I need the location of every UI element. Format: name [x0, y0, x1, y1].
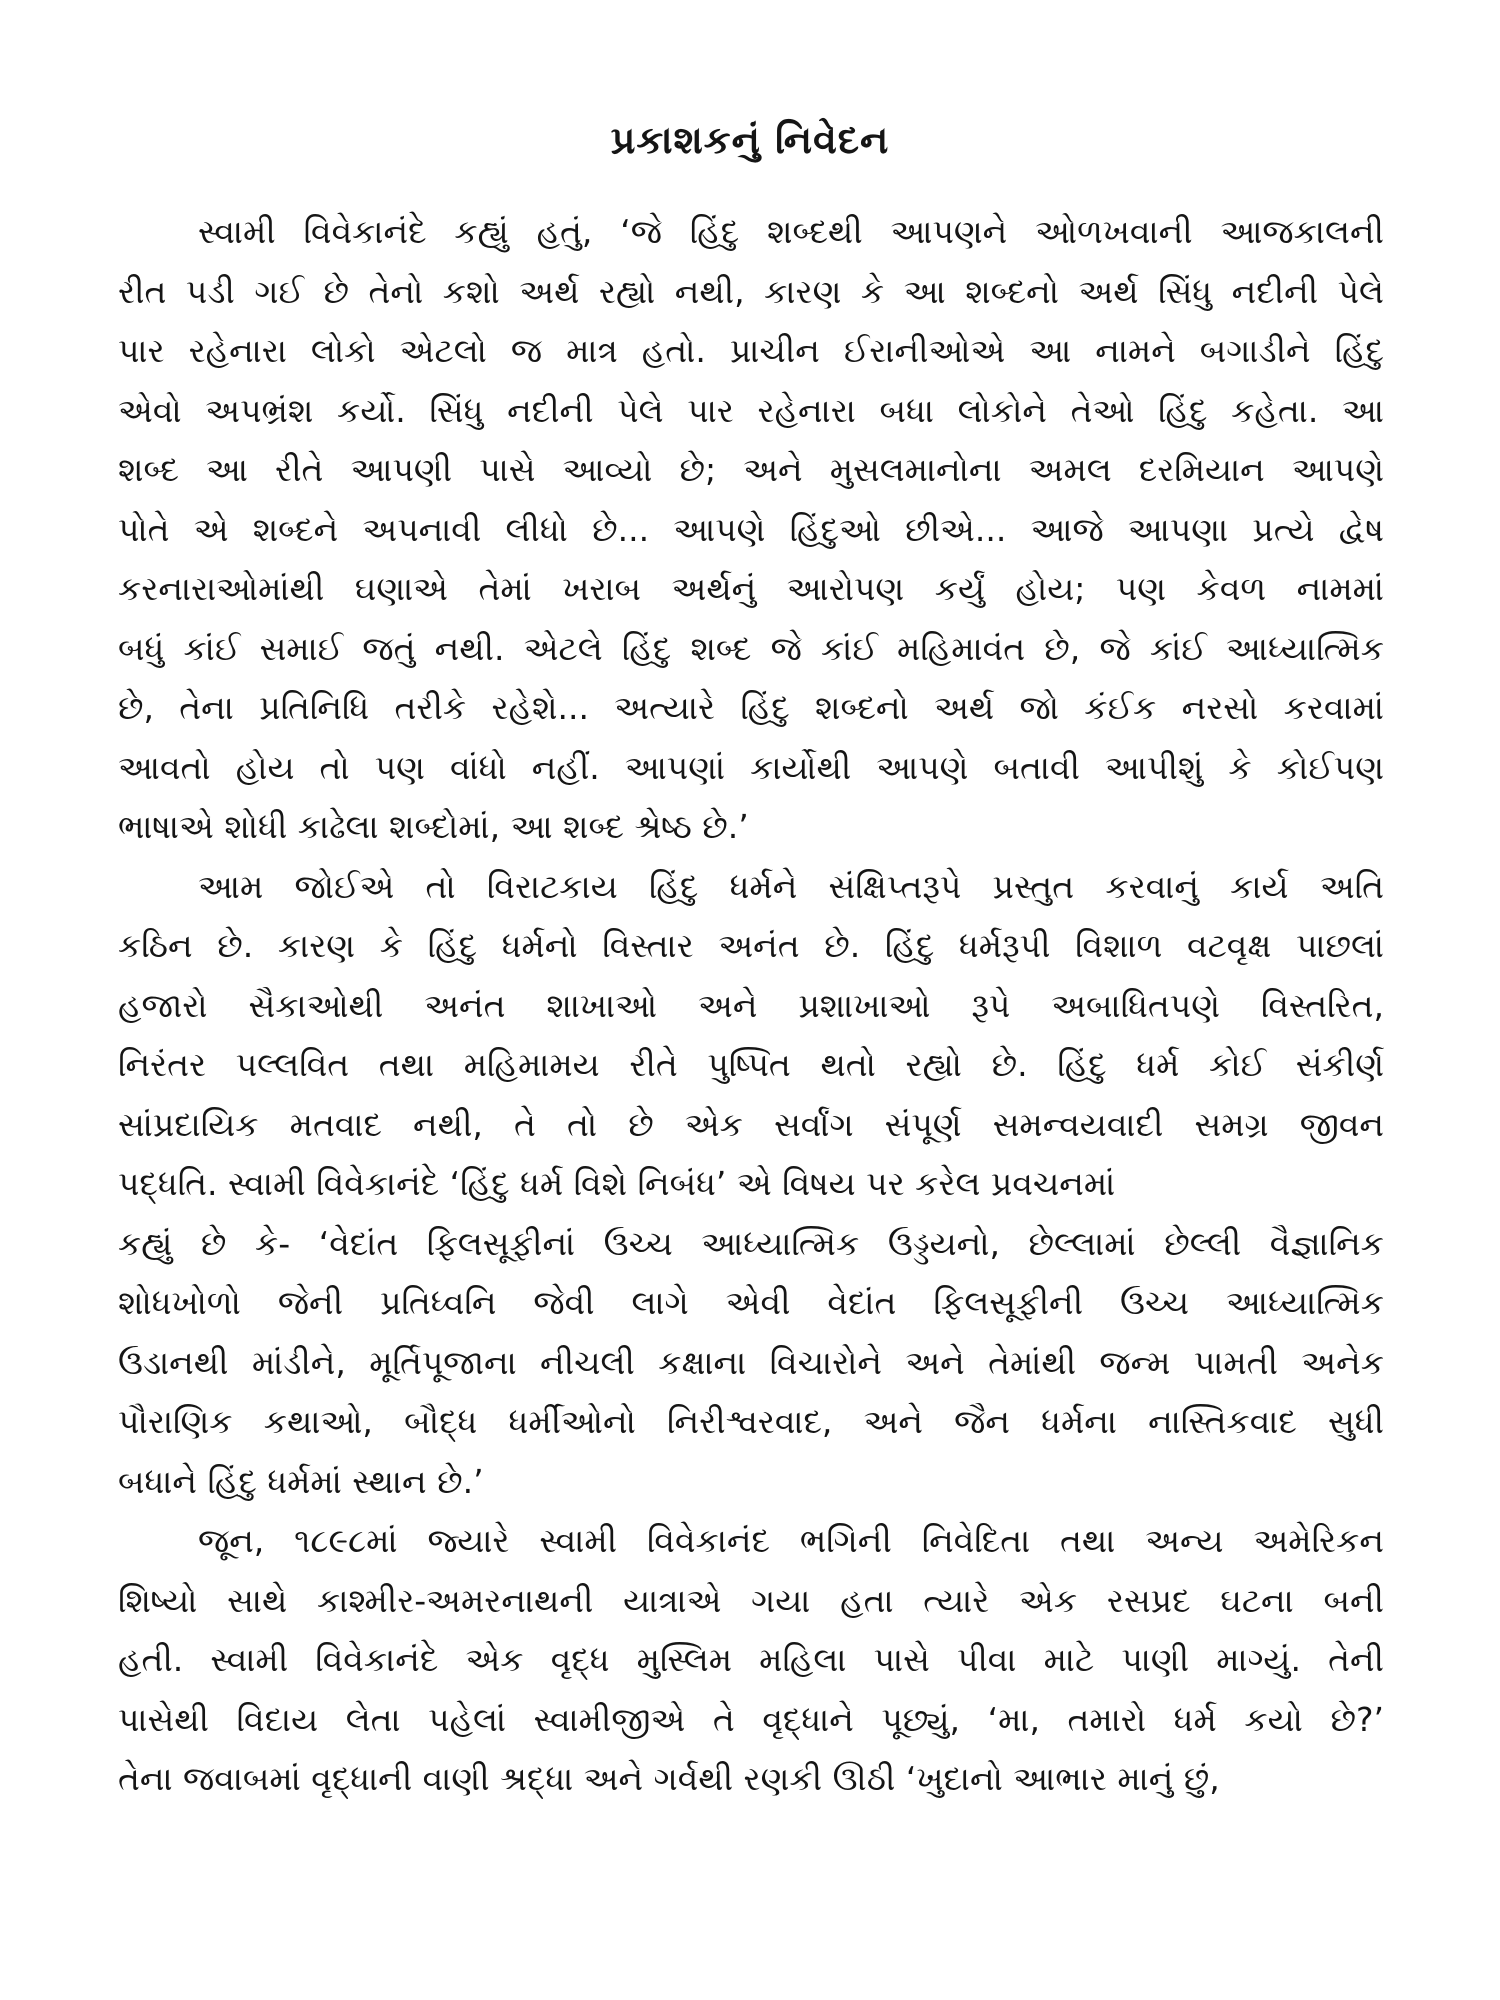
- text-line: આમ જોઈએ તો વિરાટકાય હિંદુ ધર્મને સંક્ષિપ્તરૂપે પ્રસ્તુત કરવાનું કાર્ય અતિ: [198, 866, 1384, 906]
- text-line: પદ્ધતિ. સ્વામી વિવેકાનંદે ‘હિંદુ ધર્મ વિશે નિબંધ’ એ વિષય પર કરેલ પ્રવચનમાં: [118, 1164, 1116, 1203]
- text-line: કઠિન છે. કારણ કે હિંદુ ધર્મનો વિસ્તાર અનંત છે. હિંદુ ધર્મરૂપી વિશાળ વટવૃક્ષ પાછલાં: [118, 926, 1384, 965]
- text-line: હજારો સૈકાઓથી અનંત શાખાઓ અને પ્રશાખાઓ રૂપે અબાધિતપણે વિસ્તરિત,: [118, 985, 1384, 1025]
- text-line: નિરંતર પલ્લવિત તથા મહિમામય રીતે પુષ્પિત થતો રહ્યો છે. હિંદુ ધર્મ કોઈ સંકીર્ણ: [118, 1045, 1384, 1084]
- body-text: [118, 202, 1384, 1809]
- text-line: પૌરાણિક કથાઓ, બૌદ્ધ ધર્મીઓનો નિરીશ્વરવાદ, અને જૈન ધર્મના નાસ્તિકવાદ સુધી: [118, 1402, 1384, 1441]
- text-line: તેના જવાબમાં વૃદ્ધાની વાણી શ્રદ્ધા અને ગર્વથી રણકી ઊઠી ‘ખુદાનો આભાર માનું છું,: [118, 1759, 1220, 1798]
- text-line: ઉડાનથી માંડીને, મૂર્તિપૂજાના નીચલી કક્ષાના વિચારોને અને તેમાંથી જન્મ પામતી અનેક: [118, 1342, 1384, 1382]
- paragraph-1: [118, 202, 1384, 857]
- text-line: રીત પડી ગઈ છે તેનો કશો અર્થ રહ્યો નથી, કારણ કે આ શબ્દનો અર્થ સિંધુ નદીની પેલે: [118, 271, 1384, 311]
- text-line: શોધખોળો જેની પ્રતિધ્વનિ જેવી લાગે એવી વેદાંત ફિલસૂફીની ઉચ્ચ આધ્યાત્મિક: [118, 1283, 1384, 1322]
- paragraph-3: [118, 1511, 1384, 1809]
- text-line: સ્વામી વિવેકાનંદે કહ્યું હતું, ‘જે હિંદુ શબ્દથી આપણને ઓળખવાની આજકાલની: [198, 212, 1384, 251]
- text-line: કહ્યું છે કે- ‘વેદાંત ફિલસૂફીનાં ઉચ્ચ આધ્યાત્મિક ઉડ્ડયનો, છેલ્લામાં છેલ્લી વૈજ્ઞાનિક: [118, 1223, 1384, 1263]
- text-line: બધું કાંઈ સમાઈ જતું નથી. એટલે હિંદુ શબ્દ જે કાંઈ મહિમાવંત છે, જે કાંઈ આધ્યાત્મિક: [118, 628, 1384, 668]
- text-line: પોતે એ શબ્દને અપનાવી લીધો છે... આપણે હિંદુઓ છીએ... આજે આપણા પ્રત્યે દ્વેષ: [118, 509, 1384, 549]
- text-line: બધાને હિંદુ ધર્મમાં સ્થાન છે.’: [118, 1461, 484, 1501]
- text-line: આવતો હોય તો પણ વાંધો નહીં. આપણાં કાર્યોથી આપણે બતાવી આપીશું કે કોઈપણ: [118, 747, 1384, 787]
- text-line: શબ્દ આ રીતે આપણી પાસે આવ્યો છે; અને મુસલમાનોના અમલ દરમિયાન આપણે: [118, 450, 1384, 489]
- paragraph-2: [118, 857, 1384, 1512]
- text-line: હતી. સ્વામી વિવેકાનંદે એક વૃદ્ધ મુસ્લિમ મહિલા પાસે પીવા માટે પાણી માગ્યું. તેની: [118, 1640, 1384, 1679]
- text-line: સાંપ્રદાયિક મતવાદ નથી, તે તો છે એક સર્વાંગ સંપૂર્ણ સમન્વયવાદી સમગ્ર જીવન: [118, 1104, 1384, 1144]
- text-line: જૂન, ૧૮૯૮માં જ્યારે સ્વામી વિવેકાનંદ ભગિની નિવેદિતા તથા અન્ય અમેરિકન: [198, 1521, 1384, 1560]
- text-line: ભાષાએ શોધી કાઢેલા શબ્દોમાં, આ શબ્દ શ્રેષ્ઠ છે.’: [118, 807, 749, 846]
- text-line: પાર રહેનારા લોકો એટલો જ માત્ર હતો. પ્રાચીન ઈરાનીઓએ આ નામને બગાડીને હિંદુ: [118, 331, 1384, 370]
- text-line: છે, તેના પ્રતિનિધિ તરીકે રહેશે... અત્યારે હિંદુ શબ્દનો અર્થ જો કંઈક નરસો કરવામાં: [118, 688, 1384, 727]
- text-line: પાસેથી વિદાય લેતા પહેલાં સ્વામીજીએ તે વૃદ્ધાને પૂછ્યું, ‘મા, તમારો ધર્મ કયો છે?’: [118, 1699, 1384, 1739]
- page-title: પ્રકાશકનું નિવેદન: [610, 118, 890, 162]
- text-line: શિષ્યો સાથે કાશ્મીર-અમરનાથની યાત્રાએ ગયા હતા ત્યારે એક રસપ્રદ ઘટના બની: [118, 1580, 1384, 1620]
- text-line: કરનારાઓમાંથી ઘણાએ તેમાં ખરાબ અર્થનું આરોપણ કર્યું હોય; પણ કેવળ નામમાં: [118, 569, 1385, 608]
- text-line: એવો અપભ્રંશ કર્યો. સિંધુ નદીની પેલે પાર રહેનારા બધા લોકોને તેઓ હિંદુ કહેતા. આ: [118, 390, 1384, 430]
